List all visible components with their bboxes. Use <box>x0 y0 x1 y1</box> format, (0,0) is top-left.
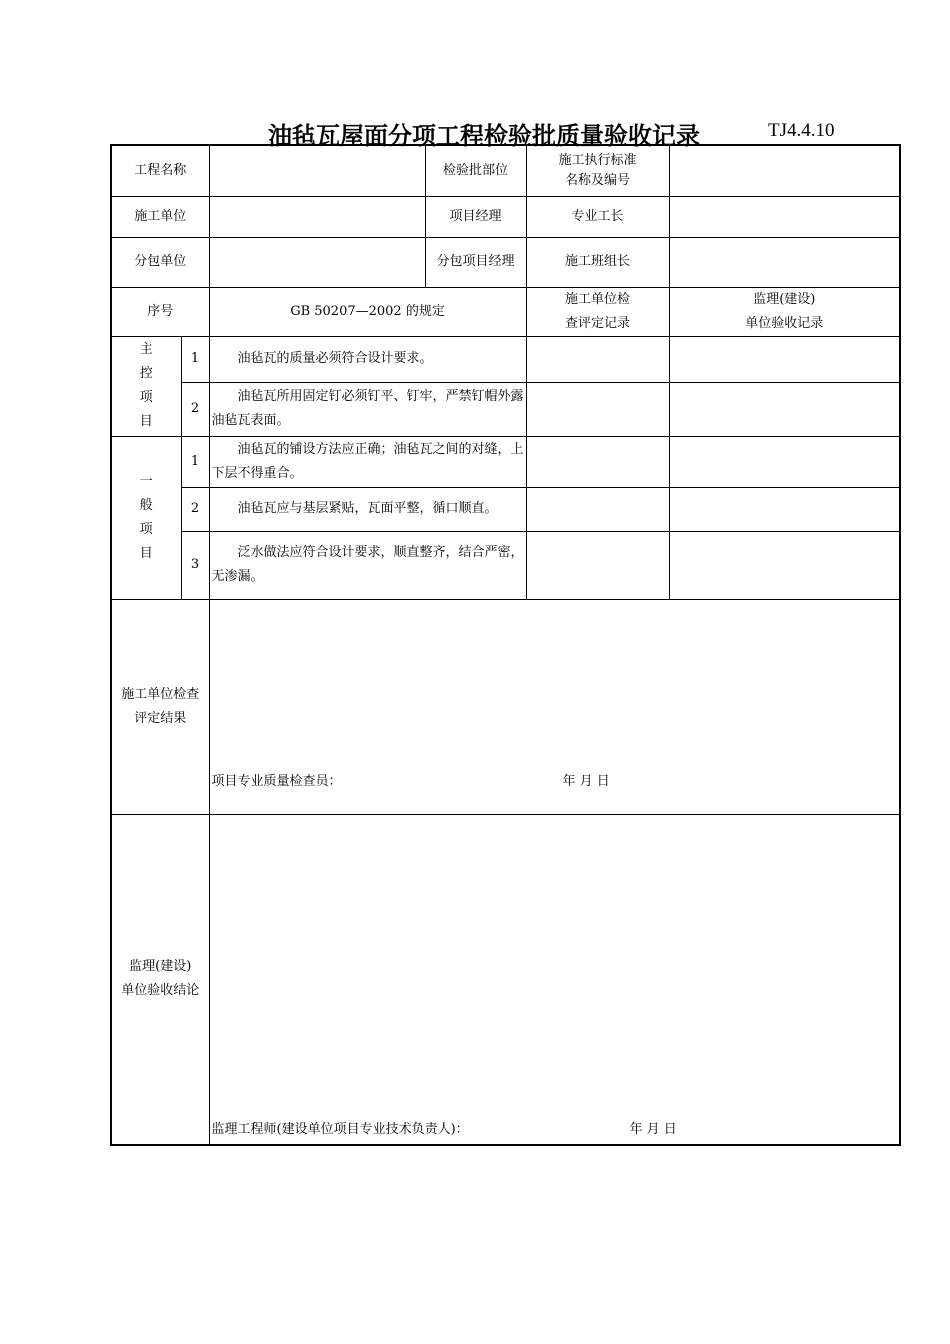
team-leader-label: 施工班组长 <box>526 237 669 287</box>
general-item-row-2 <box>111 487 900 531</box>
supervise-record-cell[interactable] <box>669 436 900 487</box>
supervise-record-cell[interactable] <box>669 531 900 599</box>
supervise-record-cell[interactable] <box>669 382 900 436</box>
supervisor-engineer-label: 监理工程师(建设单位项目专业技术负责人)： <box>211 1122 469 1137</box>
general-item-row-1 <box>111 436 900 487</box>
supervise-record-header-line2: 单位验收记录 <box>745 315 824 331</box>
general-item-row-3 <box>111 531 900 599</box>
team-leader-field[interactable] <box>669 237 900 287</box>
standard-label-line2: 名称及编号 <box>565 172 631 188</box>
supervision-label-line2: 单位验收结论 <box>121 983 200 999</box>
check-result-label <box>111 599 209 814</box>
item-requirement: 泛水做法应符合设计要求，顺直整齐，结合严密，无渗漏。 <box>209 531 526 599</box>
item-requirement: 油毡瓦应与基层紧贴，瓦面平整，循口顺直。 <box>209 487 526 531</box>
check-result-row <box>111 599 900 814</box>
supervision-label <box>111 814 209 1145</box>
item-requirement: 油毡瓦所用固定钉必须钉平、钉牢，严禁钉帽外露油毡瓦表面。 <box>209 382 526 436</box>
item-number: 2 <box>181 487 209 531</box>
check-record-header <box>526 287 669 336</box>
check-record-cell[interactable] <box>526 436 669 487</box>
subcontract-manager-label: 分包项目经理 <box>425 237 526 287</box>
main-item-row-2 <box>111 382 900 436</box>
quality-inspector-label: 项目专业质量检查员： <box>211 773 342 789</box>
check-record-cell[interactable] <box>526 487 669 531</box>
check-record-header-line2: 查评定记录 <box>565 315 631 331</box>
seq-header: 序号 <box>111 287 209 336</box>
construction-unit-field[interactable] <box>209 196 425 237</box>
supervise-record-cell[interactable] <box>669 487 900 531</box>
main-items-label-char: 目 <box>139 414 153 429</box>
main-item-row-1 <box>111 336 900 382</box>
general-items-label-char: 目 <box>139 545 153 561</box>
project-manager-label: 项目经理 <box>425 196 526 237</box>
main-items-label-char: 控 <box>139 366 153 381</box>
item-requirement: 油毡瓦的铺设方法应正确；油毡瓦之间的对缝，上下层不得重合。 <box>209 436 526 487</box>
supervise-record-cell[interactable] <box>669 336 900 382</box>
standard-field[interactable] <box>669 145 900 196</box>
foreman-field[interactable] <box>669 196 900 237</box>
check-result-field[interactable] <box>209 599 900 814</box>
column-header-row <box>111 287 900 336</box>
supervision-label-line1: 监理(建设) <box>129 959 192 975</box>
main-items-label <box>111 336 181 436</box>
general-items-label-char: 般 <box>139 497 153 513</box>
project-name-field[interactable] <box>209 145 425 196</box>
check-record-header-line1: 施工单位检 <box>565 291 631 307</box>
document-title: 油毡瓦屋面分项工程检验批质量验收记录 <box>268 121 700 150</box>
item-requirement: 油毡瓦的质量必须符合设计要求。 <box>209 336 526 382</box>
project-name-label: 工程名称 <box>111 145 209 196</box>
check-record-cell[interactable] <box>526 531 669 599</box>
check-result-date: 年 月 日 <box>562 773 610 789</box>
item-number: 3 <box>181 531 209 599</box>
subcontract-unit-label: 分包单位 <box>111 237 209 287</box>
supervise-record-header <box>669 287 900 336</box>
supervise-record-header-line1: 监理(建设) <box>753 291 816 307</box>
supervision-field[interactable] <box>209 814 900 1145</box>
construction-unit-label: 施工单位 <box>111 196 209 237</box>
subcontract-unit-field[interactable] <box>209 237 425 287</box>
check-result-label-line1: 施工单位检查 <box>121 686 200 702</box>
header-row-project <box>111 145 900 196</box>
header-row-subcontract <box>111 237 900 287</box>
supervision-row <box>111 814 900 1145</box>
check-result-label-line2: 评定结果 <box>134 710 187 726</box>
foreman-label: 专业工长 <box>526 196 669 237</box>
inspection-part-label: 检验批部位 <box>425 145 526 196</box>
item-number: 1 <box>181 336 209 382</box>
form-code: TJ4.4.10 <box>768 120 835 141</box>
header-row-construction <box>111 196 900 237</box>
standard-label <box>526 145 669 196</box>
general-items-label-char: 项 <box>139 521 153 537</box>
supervision-date: 年 月 日 <box>629 1122 677 1137</box>
check-record-cell[interactable] <box>526 336 669 382</box>
check-record-cell[interactable] <box>526 382 669 436</box>
general-items-label <box>111 436 181 599</box>
main-items-label-char: 项 <box>139 390 153 405</box>
inspection-record-table <box>110 144 901 1146</box>
spec-header: GB 50207—2002 的规定 <box>209 287 526 336</box>
general-items-label-char: 一 <box>139 473 153 489</box>
main-items-label-char: 主 <box>139 342 153 357</box>
item-number: 2 <box>181 382 209 436</box>
standard-label-line1: 施工执行标准 <box>558 152 637 168</box>
item-number: 1 <box>181 436 209 487</box>
